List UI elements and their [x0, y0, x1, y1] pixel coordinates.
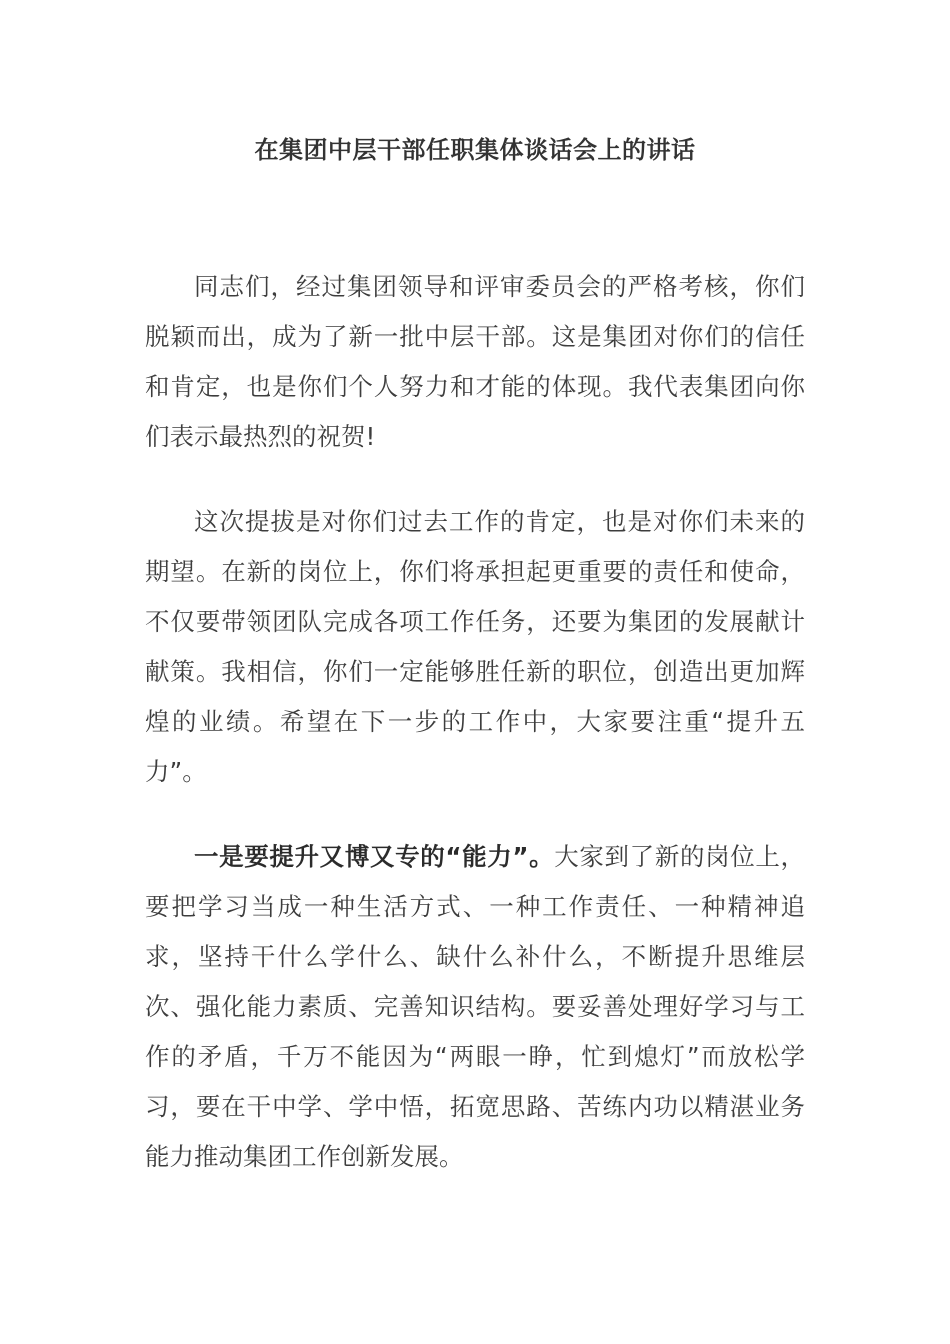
- paragraph-2: 这次提拔是对你们过去工作的肯定，也是对你们未来的期望。在新的岗位上，你们将承担起更重要的责任和使命，不仅要带领团队完成各项工作任务，还要为集团的发展献计献策。我相信，你们一定能够胜任新的职位，创造出更加辉煌的业绩。希望在下一步的工作中，大家要注重“提升五力”。: [145, 507, 805, 786]
- paragraph-1: 同志们，经过集团领导和评审委员会的严格考核，你们脱颖而出，成为了新一批中层干部。这是集团对你们的信任和肯定，也是你们个人努力和才能的体现。我代表集团向你们表示最热烈的祝贺!: [145, 272, 805, 451]
- paragraph-3: [145, 832, 805, 1182]
- paragraph-3-lead: 一是要提升又博又专的“能力”。: [194, 842, 555, 871]
- paragraph-2-block: [145, 497, 805, 797]
- document-title: 在集团中层干部任职集体谈话会上的讲话: [254, 136, 696, 164]
- paragraph-3-body: 大家到了新的岗位上，要把学习当成一种生活方式、一种工作责任、一种精神追求，坚持干什么学什么、缺什么补什么，不断提升思维层次、强化能力素质、完善知识结构。要妥善处理好学习与工作的矛盾，千万不能因为“两眼一睁，忙到熄灯”而放松学习，要在干中学、学中悟，拓宽思路、苦练内功以精湛业务能力推动集团工作创新发展。: [145, 842, 806, 1171]
- paragraph-1-block: [145, 262, 805, 462]
- paragraph-3-block: [145, 832, 805, 1182]
